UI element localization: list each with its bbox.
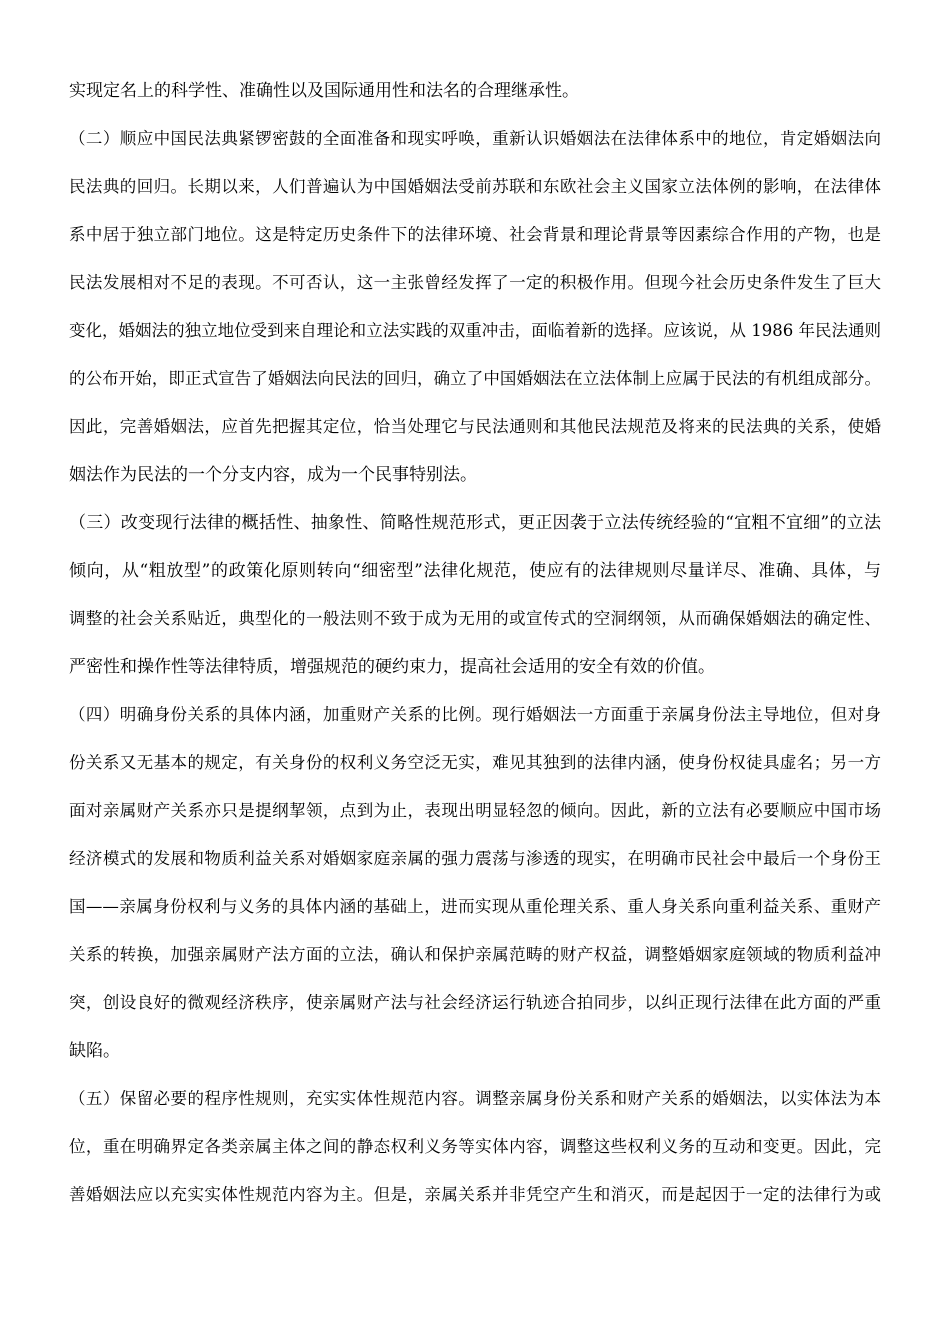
text-line: 民法典的回归。长期以来，人们普遍认为中国婚姻法受前苏联和东欧社会主义国家立法体例的影响，在法律体 [69, 177, 881, 196]
text-line: 变化，婚姻法的独立地位受到来自理论和立法实践的双重冲击，面临着新的选择。应该说，从 1986 年民法通则 [69, 321, 881, 340]
text-line: 实现定名上的科学性、准确性以及国际通用性和法名的合理继承性。 [69, 81, 579, 101]
text-line: （二）顺应中国民法典紧锣密鼓的全面准备和现实呼唤，重新认识婚姻法在法律体系中的地位，肯定婚姻法向 [69, 129, 881, 148]
text-line: 面对亲属财产关系亦只是提纲挈领，点到为止，表现出明显轻忽的倾向。因此，新的立法有必要顺应中国市场 [69, 801, 881, 820]
text-line: 的公布开始，即正式宣告了婚姻法向民法的回归，确立了中国婚姻法在立法体制上应属于民法的有机组成部分。 [69, 369, 881, 388]
text-line: 缺陷。 [69, 1041, 120, 1061]
text-line: 倾向，从“粗放型”的政策化原则转向“细密型”法律化规范，使应有的法律规则尽量详尽、准确、具体，与 [69, 561, 881, 581]
text-line: （四）明确身份关系的具体内涵，加重财产关系的比例。现行婚姻法一方面重于亲属身份法主导地位，但对身 [69, 705, 881, 724]
text-line: （五）保留必要的程序性规则，充实实体性规范内容。调整亲属身份关系和财产关系的婚姻法，以实体法为本 [69, 1089, 881, 1108]
text-line: （三）改变现行法律的概括性、抽象性、简略性规范形式，更正因袭于立法传统经验的“宜粗不宜细”的立法 [69, 513, 881, 533]
text-line: 突，创设良好的微观经济秩序，使亲属财产法与社会经济运行轨迹合拍同步，以纠正现行法律在此方面的严重 [69, 993, 881, 1012]
text-line: 因此，完善婚姻法，应首先把握其定位，恰当处理它与民法通则和其他民法规范及将来的民法典的关系，使婚 [69, 417, 881, 436]
text-line: 位，重在明确界定各类亲属主体之间的静态权利义务等实体内容，调整这些权利义务的互动和变更。因此，完 [69, 1137, 881, 1156]
text-line: 系中居于独立部门地位。这是特定历史条件下的法律环境、社会背景和理论背景等因素综合作用的产物，也是 [69, 225, 881, 244]
text-line: 经济模式的发展和物质利益关系对婚姻家庭亲属的强力震荡与渗透的现实，在明确市民社会中最后一个身份王 [69, 849, 881, 868]
text-line: 调整的社会关系贴近，典型化的一般法则不致于成为无用的或宣传式的空洞纲领，从而确保婚姻法的确定性、 [69, 609, 881, 628]
text-line: 关系的转换，加强亲属财产法方面的立法，确认和保护亲属范畴的财产权益，调整婚姻家庭领域的物质利益冲 [69, 945, 881, 964]
text-line: 民法发展相对不足的表现。不可否认，这一主张曾经发挥了一定的积极作用。但现今社会历史条件发生了巨大 [69, 273, 881, 292]
text-line: 份关系又无基本的规定，有关身份的权利义务空泛无实，难见其独到的法律内涵，使身份权徒具虚名；另一方 [69, 753, 881, 772]
text-line: 姻法作为民法的一个分支内容，成为一个民事特别法。 [69, 465, 477, 485]
text-line: 善婚姻法应以充实实体性规范内容为主。但是，亲属关系并非凭空产生和消灭，而是起因于一定的法律行为或 [69, 1185, 881, 1204]
text-line: 严密性和操作性等法律特质，增强规范的硬约束力，提高社会适用的安全有效的价值。 [69, 657, 715, 677]
text-line: 国——亲属身份权利与义务的具体内涵的基础上，进而实现从重伦理关系、重人身关系向重利益关系、重财产 [69, 897, 881, 916]
